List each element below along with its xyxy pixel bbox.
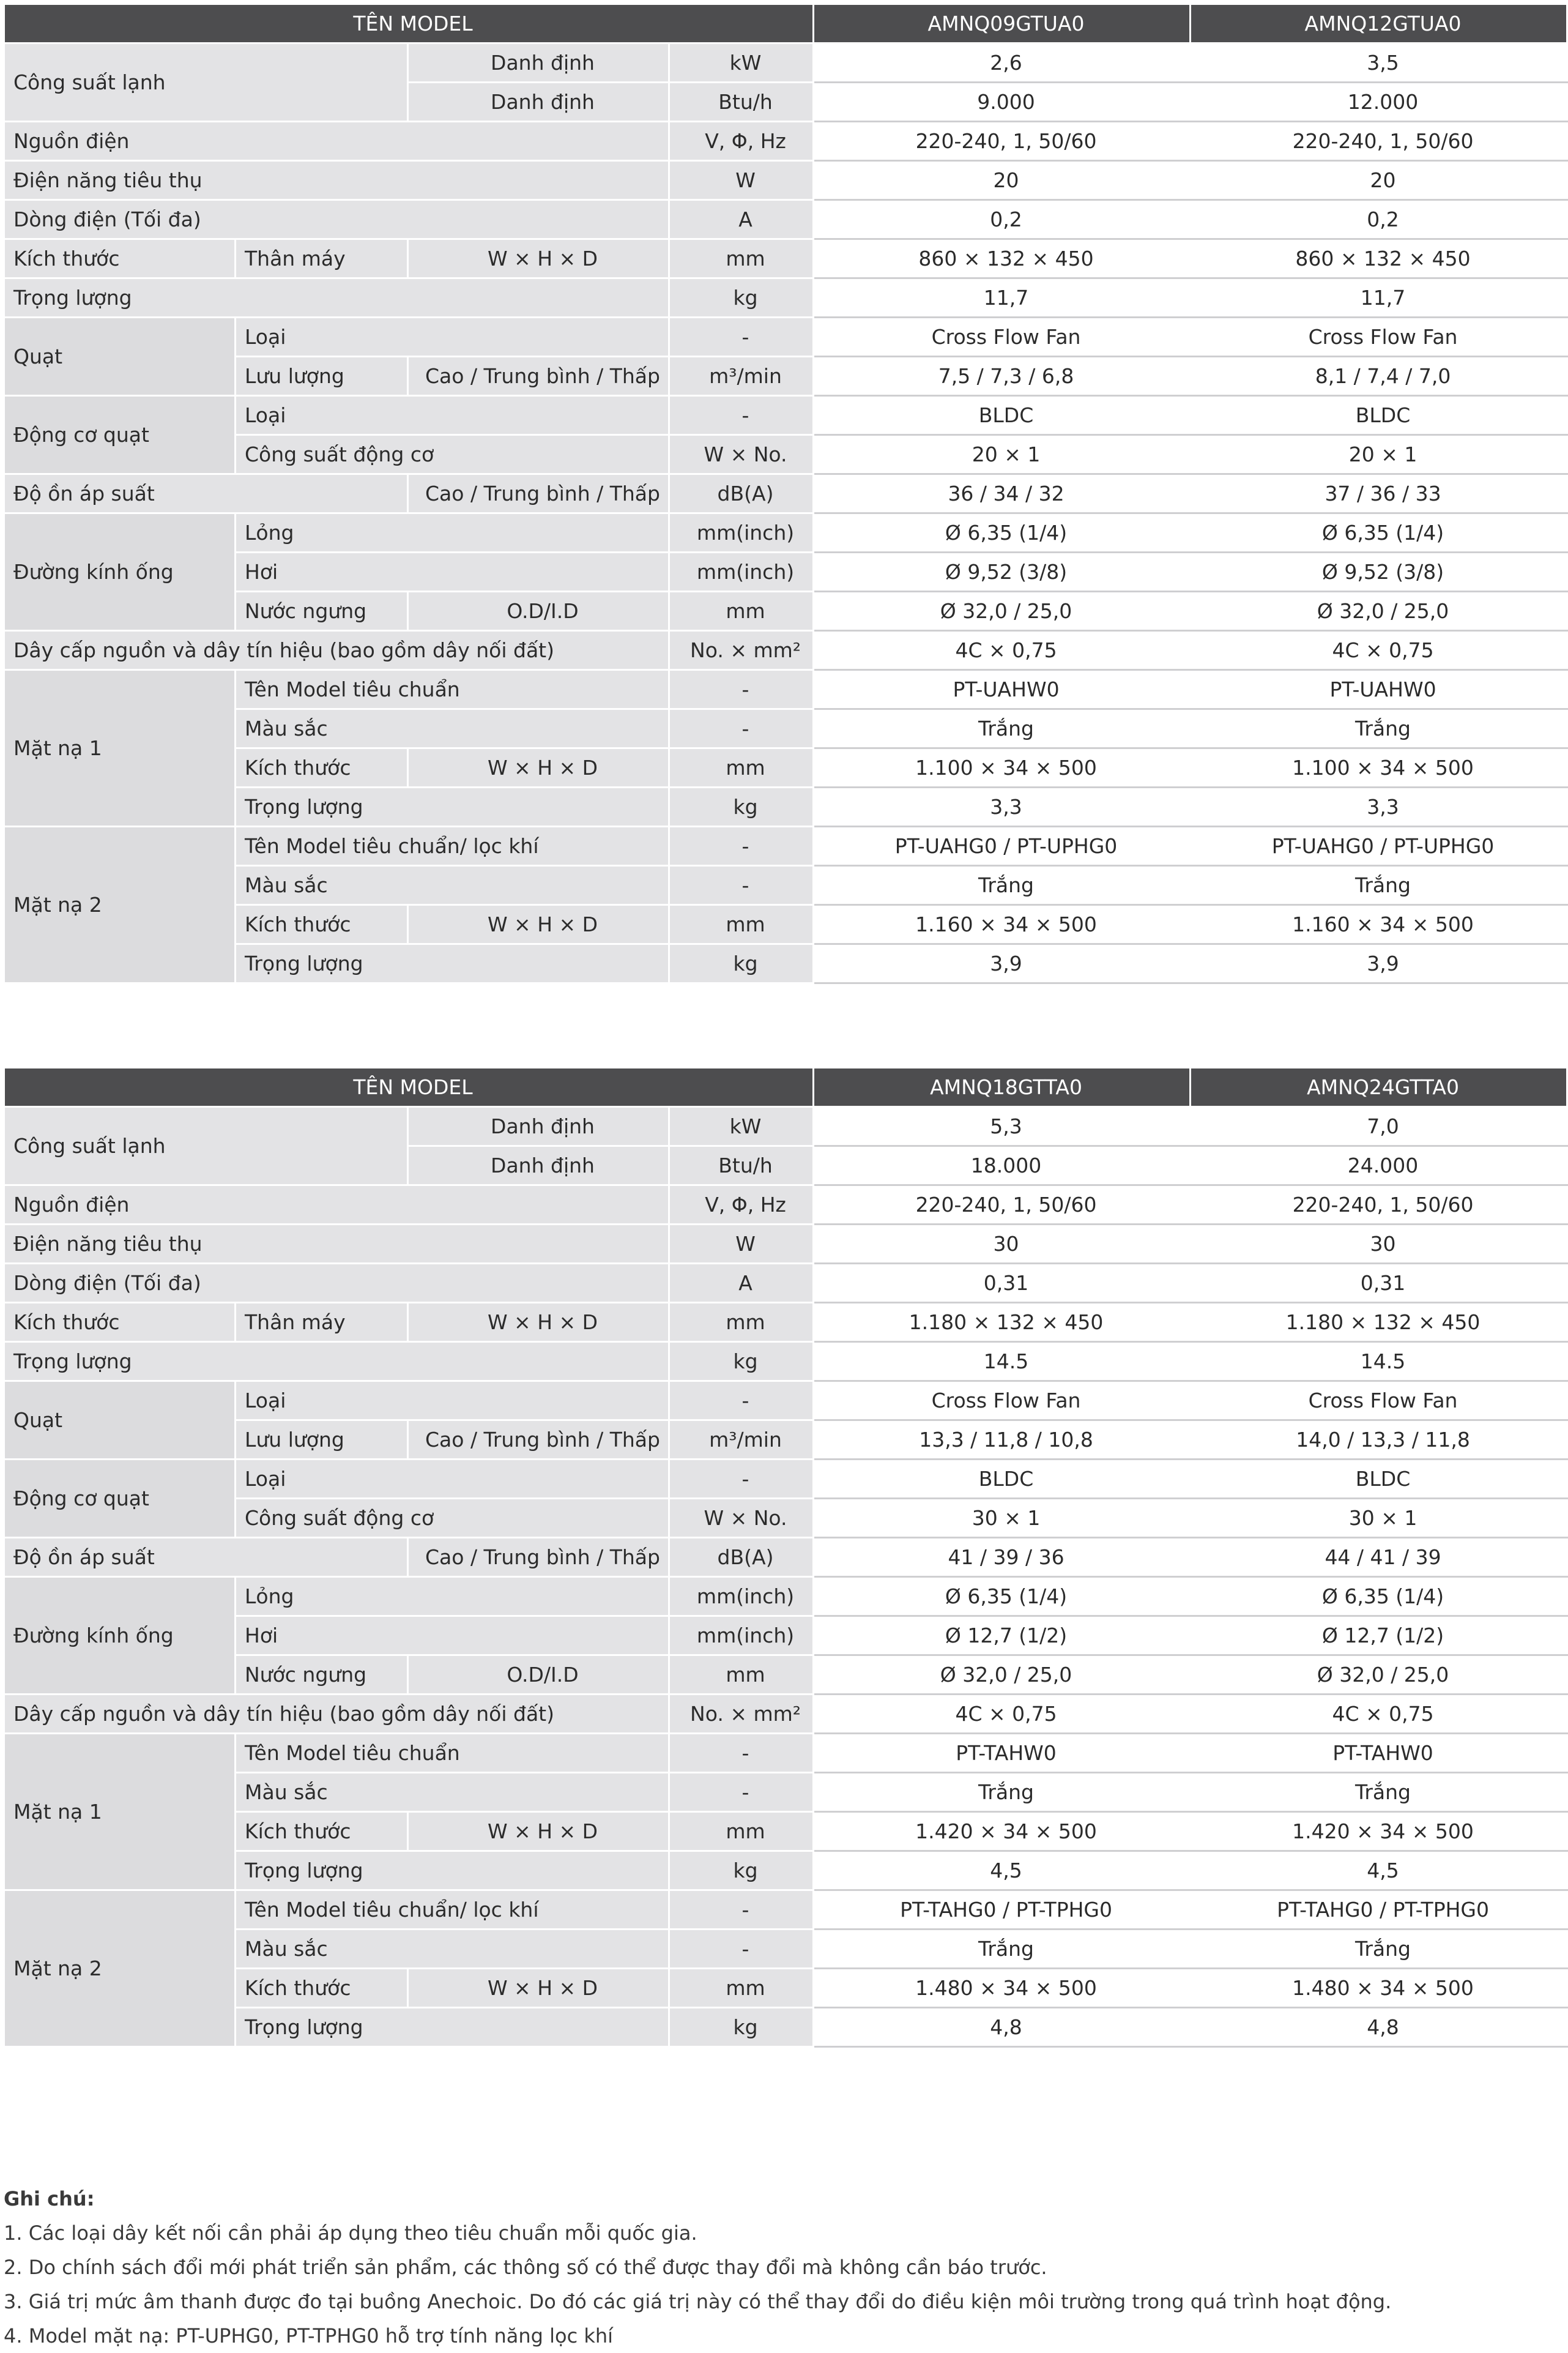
unit-cell: W × No. bbox=[669, 435, 814, 474]
unit-cell: kg bbox=[669, 278, 814, 318]
unit-cell: kg bbox=[669, 944, 814, 983]
spec-label: W × H × D bbox=[408, 905, 669, 944]
value-cell: 20 × 1 bbox=[814, 435, 1191, 474]
value-cell: 36 / 34 / 32 bbox=[814, 474, 1191, 513]
value-cell: 1.100 × 34 × 500 bbox=[1191, 748, 1567, 788]
unit-cell: W bbox=[669, 1225, 814, 1264]
spec-label: Cao / Trung bình / Thấp bbox=[408, 357, 669, 396]
sub-label: Công suất động cơ bbox=[236, 435, 669, 474]
value-cell: 14.5 bbox=[814, 1342, 1191, 1381]
unit-cell: - bbox=[669, 709, 814, 748]
row-label: Trọng lượng bbox=[4, 278, 669, 318]
value-cell: 4,8 bbox=[1191, 2008, 1567, 2047]
note-item: 4. Model mặt nạ: PT-UPHG0, PT-TPHG0 hỗ trợ tính năng lọc khí bbox=[4, 2324, 614, 2347]
value-cell: 1.420 × 34 × 500 bbox=[814, 1812, 1191, 1851]
value-cell: Ø 12,7 (1/2) bbox=[814, 1616, 1191, 1655]
value-cell: PT-TAHG0 / PT-TPHG0 bbox=[814, 1890, 1191, 1930]
value-cell: PT-UAHG0 / PT-UPHG0 bbox=[814, 827, 1191, 866]
value-cell: Ø 12,7 (1/2) bbox=[1191, 1616, 1567, 1655]
sub-label: Tên Model tiêu chuẩn/ lọc khí bbox=[236, 827, 669, 866]
value-cell: 14.5 bbox=[1191, 1342, 1567, 1381]
value-cell: Cross Flow Fan bbox=[1191, 1381, 1567, 1420]
value-cell: 1.160 × 34 × 500 bbox=[1191, 905, 1567, 944]
value-cell: PT-TAHW0 bbox=[1191, 1734, 1567, 1773]
group-label-panel-1: Mặt nạ 1 bbox=[4, 1734, 236, 1890]
value-cell: 1.480 × 34 × 500 bbox=[814, 1969, 1191, 2008]
value-cell: 4,5 bbox=[814, 1851, 1191, 1890]
unit-cell: mm(inch) bbox=[669, 1577, 814, 1616]
group-label-motor: Động cơ quạt bbox=[4, 396, 236, 474]
unit-cell: - bbox=[669, 318, 814, 357]
value-cell: 1.420 × 34 × 500 bbox=[1191, 1812, 1567, 1851]
rated-label: Danh định bbox=[408, 1146, 669, 1185]
spec-table bbox=[3, 1067, 1568, 2048]
group-label-panel-2: Mặt nạ 2 bbox=[4, 827, 236, 983]
sub-label: Tên Model tiêu chuẩn bbox=[236, 1734, 669, 1773]
value-cell: 4C × 0,75 bbox=[814, 1695, 1191, 1734]
unit-cell: mm bbox=[669, 1655, 814, 1695]
row-label: Nguồn điện bbox=[4, 122, 669, 161]
notes-title: Ghi chú: bbox=[4, 2187, 95, 2210]
group-label-motor: Động cơ quạt bbox=[4, 1460, 236, 1538]
value-cell: 20 × 1 bbox=[1191, 435, 1567, 474]
value-cell: 3,3 bbox=[814, 788, 1191, 827]
value-cell: Ø 6,35 (1/4) bbox=[814, 1577, 1191, 1616]
value-cell: 4,8 bbox=[814, 2008, 1191, 2047]
rated-label: Danh định bbox=[408, 83, 669, 122]
value-cell: Ø 32,0 / 25,0 bbox=[814, 592, 1191, 631]
value-cell: 11,7 bbox=[814, 278, 1191, 318]
unit-cell: No. × mm² bbox=[669, 631, 814, 670]
unit-cell: mm(inch) bbox=[669, 553, 814, 592]
unit-cell: mm bbox=[669, 748, 814, 788]
value-cell: 41 / 39 / 36 bbox=[814, 1538, 1191, 1577]
unit-cell: Btu/h bbox=[669, 1146, 814, 1185]
value-cell: PT-UAHW0 bbox=[1191, 670, 1567, 709]
unit-cell: kg bbox=[669, 2008, 814, 2047]
cooling-capacity-label: Công suất lạnh bbox=[4, 43, 408, 122]
value-cell: 30 bbox=[1191, 1225, 1567, 1264]
header-model-2: AMNQ24GTTA0 bbox=[1191, 1068, 1567, 1107]
header-model-1: AMNQ18GTTA0 bbox=[814, 1068, 1191, 1107]
sub-label: Kích thước bbox=[236, 748, 408, 788]
value-cell: PT-TAHG0 / PT-TPHG0 bbox=[1191, 1890, 1567, 1930]
unit-cell: - bbox=[669, 670, 814, 709]
value-cell: PT-UAHW0 bbox=[814, 670, 1191, 709]
row-label: Độ ồn áp suất bbox=[4, 474, 408, 513]
value-cell: 3,9 bbox=[1191, 944, 1567, 983]
unit-cell: mm bbox=[669, 592, 814, 631]
unit-cell: Btu/h bbox=[669, 83, 814, 122]
row-label: Điện năng tiêu thụ bbox=[4, 1225, 669, 1264]
cooling-capacity-label: Công suất lạnh bbox=[4, 1107, 408, 1185]
value-cell: 14,0 / 13,3 / 11,8 bbox=[1191, 1420, 1567, 1460]
sub-label: Trọng lượng bbox=[236, 788, 669, 827]
unit-cell: m³/min bbox=[669, 357, 814, 396]
unit-cell: - bbox=[669, 396, 814, 435]
unit-cell: No. × mm² bbox=[669, 1695, 814, 1734]
value-cell: Trắng bbox=[1191, 1930, 1567, 1969]
unit-cell: mm(inch) bbox=[669, 1616, 814, 1655]
row-label: Trọng lượng bbox=[4, 1342, 669, 1381]
value-cell: 4C × 0,75 bbox=[1191, 631, 1567, 670]
row-label: Dây cấp nguồn và dây tín hiệu (bao gồm dây nối đất) bbox=[4, 1695, 669, 1734]
sub-label: Tên Model tiêu chuẩn bbox=[236, 670, 669, 709]
sub-label: Tên Model tiêu chuẩn/ lọc khí bbox=[236, 1890, 669, 1930]
value-cell: 8,1 / 7,4 / 7,0 bbox=[1191, 357, 1567, 396]
value-cell: Trắng bbox=[814, 1773, 1191, 1812]
value-cell: Ø 6,35 (1/4) bbox=[1191, 513, 1567, 553]
value-cell: 1.180 × 132 × 450 bbox=[1191, 1303, 1567, 1342]
unit-cell: - bbox=[669, 1734, 814, 1773]
sub-label: Màu sắc bbox=[236, 709, 669, 748]
value-cell: 3,9 bbox=[814, 944, 1191, 983]
value-cell: 4,5 bbox=[1191, 1851, 1567, 1890]
value-cell: 37 / 36 / 33 bbox=[1191, 474, 1567, 513]
spec-table bbox=[3, 3, 1568, 984]
sub-label: Kích thước bbox=[236, 1812, 408, 1851]
value-cell: Cross Flow Fan bbox=[1191, 318, 1567, 357]
value-cell: Ø 6,35 (1/4) bbox=[1191, 1577, 1567, 1616]
sub-label: Màu sắc bbox=[236, 1773, 669, 1812]
unit-cell: W × No. bbox=[669, 1499, 814, 1538]
value-cell: 30 × 1 bbox=[814, 1499, 1191, 1538]
value-cell: BLDC bbox=[1191, 1460, 1567, 1499]
value-cell: Trắng bbox=[1191, 1773, 1567, 1812]
value-cell: BLDC bbox=[814, 396, 1191, 435]
group-label-fan: Quạt bbox=[4, 318, 236, 396]
sub-label: Loại bbox=[236, 318, 669, 357]
unit-cell: mm bbox=[669, 1303, 814, 1342]
unit-cell: - bbox=[669, 1930, 814, 1969]
spec-label: W × H × D bbox=[408, 748, 669, 788]
value-cell: PT-TAHW0 bbox=[814, 1734, 1191, 1773]
unit-cell: - bbox=[669, 827, 814, 866]
unit-cell: mm bbox=[669, 1969, 814, 2008]
row-label: Nguồn điện bbox=[4, 1185, 669, 1225]
unit-cell: W bbox=[669, 161, 814, 200]
value-cell: 0,31 bbox=[1191, 1264, 1567, 1303]
value-cell: 12.000 bbox=[1191, 83, 1567, 122]
sub-label: Lưu lượng bbox=[236, 357, 408, 396]
unit-cell: mm bbox=[669, 905, 814, 944]
value-cell: 20 bbox=[814, 161, 1191, 200]
unit-cell: A bbox=[669, 1264, 814, 1303]
value-cell: 860 × 132 × 450 bbox=[814, 239, 1191, 278]
unit-cell: A bbox=[669, 200, 814, 239]
value-cell: Ø 9,52 (3/8) bbox=[814, 553, 1191, 592]
value-cell: 24.000 bbox=[1191, 1146, 1567, 1185]
value-cell: 11,7 bbox=[1191, 278, 1567, 318]
spec-label: Cao / Trung bình / Thấp bbox=[408, 474, 669, 513]
sub-label: Hơi bbox=[236, 553, 669, 592]
sub-label: Trọng lượng bbox=[236, 1851, 669, 1890]
row-label: Dòng điện (Tối đa) bbox=[4, 200, 669, 239]
row-label: Điện năng tiêu thụ bbox=[4, 161, 669, 200]
value-cell: 1.480 × 34 × 500 bbox=[1191, 1969, 1567, 2008]
value-cell: Ø 6,35 (1/4) bbox=[814, 513, 1191, 553]
spec-label: W × H × D bbox=[408, 1969, 669, 2008]
value-cell: 2,6 bbox=[814, 43, 1191, 83]
value-cell: Ø 9,52 (3/8) bbox=[1191, 553, 1567, 592]
sub-label: Loại bbox=[236, 396, 669, 435]
sub-label: Kích thước bbox=[236, 1969, 408, 2008]
value-cell: 4C × 0,75 bbox=[1191, 1695, 1567, 1734]
value-cell: 860 × 132 × 450 bbox=[1191, 239, 1567, 278]
sub-label: Màu sắc bbox=[236, 866, 669, 905]
value-cell: 4C × 0,75 bbox=[814, 631, 1191, 670]
row-label: Độ ồn áp suất bbox=[4, 1538, 408, 1577]
value-cell: BLDC bbox=[814, 1460, 1191, 1499]
spec-label: W × H × D bbox=[408, 1303, 669, 1342]
row-label: Kích thước bbox=[4, 239, 236, 278]
notes-section bbox=[4, 2182, 1391, 2353]
sub-label: Màu sắc bbox=[236, 1930, 669, 1969]
unit-cell: dB(A) bbox=[669, 1538, 814, 1577]
value-cell: BLDC bbox=[1191, 396, 1567, 435]
value-cell: Trắng bbox=[814, 1930, 1191, 1969]
unit-cell: m³/min bbox=[669, 1420, 814, 1460]
row-label: Kích thước bbox=[4, 1303, 236, 1342]
value-cell: 3,5 bbox=[1191, 43, 1567, 83]
unit-cell: kg bbox=[669, 1342, 814, 1381]
row-label: Dòng điện (Tối đa) bbox=[4, 1264, 669, 1303]
spec-label: Cao / Trung bình / Thấp bbox=[408, 1420, 669, 1460]
spec-label: Cao / Trung bình / Thấp bbox=[408, 1538, 669, 1577]
value-cell: 18.000 bbox=[814, 1146, 1191, 1185]
value-cell: 7,0 bbox=[1191, 1107, 1567, 1146]
value-cell: 9.000 bbox=[814, 83, 1191, 122]
value-cell: 0,2 bbox=[814, 200, 1191, 239]
value-cell: Cross Flow Fan bbox=[814, 318, 1191, 357]
value-cell: 44 / 41 / 39 bbox=[1191, 1538, 1567, 1577]
rated-label: Danh định bbox=[408, 1107, 669, 1146]
group-label-pipe: Đường kính ống bbox=[4, 513, 236, 631]
header-model-name: TÊN MODEL bbox=[4, 4, 814, 43]
sub-label: Công suất động cơ bbox=[236, 1499, 669, 1538]
unit-cell: mm(inch) bbox=[669, 513, 814, 553]
value-cell: PT-UAHG0 / PT-UPHG0 bbox=[1191, 827, 1567, 866]
unit-cell: kW bbox=[669, 43, 814, 83]
value-cell: Trắng bbox=[1191, 709, 1567, 748]
value-cell: Trắng bbox=[814, 709, 1191, 748]
sub-label: Lỏng bbox=[236, 513, 669, 553]
group-label-fan: Quạt bbox=[4, 1381, 236, 1460]
value-cell: Trắng bbox=[1191, 866, 1567, 905]
unit-cell: mm bbox=[669, 239, 814, 278]
spec-label: W × H × D bbox=[408, 239, 669, 278]
sub-label: Lưu lượng bbox=[236, 1420, 408, 1460]
row-label: Dây cấp nguồn và dây tín hiệu (bao gồm dây nối đất) bbox=[4, 631, 669, 670]
unit-cell: kg bbox=[669, 788, 814, 827]
value-cell: 220-240, 1, 50/60 bbox=[814, 122, 1191, 161]
value-cell: 220-240, 1, 50/60 bbox=[1191, 122, 1567, 161]
unit-cell: V, Φ, Hz bbox=[669, 122, 814, 161]
unit-cell: - bbox=[669, 1890, 814, 1930]
unit-cell: kg bbox=[669, 1851, 814, 1890]
unit-cell: kW bbox=[669, 1107, 814, 1146]
value-cell: Ø 32,0 / 25,0 bbox=[1191, 1655, 1567, 1695]
value-cell: 0,31 bbox=[814, 1264, 1191, 1303]
unit-cell: - bbox=[669, 1773, 814, 1812]
value-cell: 20 bbox=[1191, 161, 1567, 200]
value-cell: 1.180 × 132 × 450 bbox=[814, 1303, 1191, 1342]
value-cell: Ø 32,0 / 25,0 bbox=[814, 1655, 1191, 1695]
sub-label: Loại bbox=[236, 1381, 669, 1420]
unit-cell: - bbox=[669, 1381, 814, 1420]
sub-label: Lỏng bbox=[236, 1577, 669, 1616]
value-cell: 1.100 × 34 × 500 bbox=[814, 748, 1191, 788]
sub-label: Thân máy bbox=[236, 239, 408, 278]
sub-label: Kích thước bbox=[236, 905, 408, 944]
value-cell: 30 × 1 bbox=[1191, 1499, 1567, 1538]
sub-label: Thân máy bbox=[236, 1303, 408, 1342]
group-label-panel-2: Mặt nạ 2 bbox=[4, 1890, 236, 2047]
spec-label: O.D/I.D bbox=[408, 1655, 669, 1695]
header-model-name: TÊN MODEL bbox=[4, 1068, 814, 1107]
spec-label: O.D/I.D bbox=[408, 592, 669, 631]
group-label-pipe: Đường kính ống bbox=[4, 1577, 236, 1695]
value-cell: 1.160 × 34 × 500 bbox=[814, 905, 1191, 944]
value-cell: 220-240, 1, 50/60 bbox=[814, 1185, 1191, 1225]
unit-cell: V, Φ, Hz bbox=[669, 1185, 814, 1225]
value-cell: 7,5 / 7,3 / 6,8 bbox=[814, 357, 1191, 396]
value-cell: Trắng bbox=[814, 866, 1191, 905]
note-item: 1. Các loại dây kết nối cần phải áp dụng theo tiêu chuẩn mỗi quốc gia. bbox=[4, 2221, 697, 2245]
value-cell: 0,2 bbox=[1191, 200, 1567, 239]
header-model-1: AMNQ09GTUA0 bbox=[814, 4, 1191, 43]
value-cell: 3,3 bbox=[1191, 788, 1567, 827]
note-item: 3. Giá trị mức âm thanh được đo tại buồng Anechoic. Do đó các giá trị này có thể thay đổi do điều kiện môi trường trong quá trình hoạt động. bbox=[4, 2290, 1392, 2313]
value-cell: 30 bbox=[814, 1225, 1191, 1264]
value-cell: 13,3 / 11,8 / 10,8 bbox=[814, 1420, 1191, 1460]
unit-cell: dB(A) bbox=[669, 474, 814, 513]
value-cell: Cross Flow Fan bbox=[814, 1381, 1191, 1420]
unit-cell: - bbox=[669, 1460, 814, 1499]
sub-label: Loại bbox=[236, 1460, 669, 1499]
sub-label: Nước ngưng bbox=[236, 1655, 408, 1695]
value-cell: 220-240, 1, 50/60 bbox=[1191, 1185, 1567, 1225]
sub-label: Hơi bbox=[236, 1616, 669, 1655]
sub-label: Trọng lượng bbox=[236, 944, 669, 983]
unit-cell: mm bbox=[669, 1812, 814, 1851]
value-cell: Ø 32,0 / 25,0 bbox=[1191, 592, 1567, 631]
note-item: 2. Do chính sách đổi mới phát triển sản phẩm, các thông số có thể được thay đổi mà không cần báo trước. bbox=[4, 2256, 1047, 2279]
rated-label: Danh định bbox=[408, 43, 669, 83]
unit-cell: - bbox=[669, 866, 814, 905]
sub-label: Trọng lượng bbox=[236, 2008, 669, 2047]
sub-label: Nước ngưng bbox=[236, 592, 408, 631]
value-cell: 5,3 bbox=[814, 1107, 1191, 1146]
header-model-2: AMNQ12GTUA0 bbox=[1191, 4, 1567, 43]
group-label-panel-1: Mặt nạ 1 bbox=[4, 670, 236, 827]
spec-label: W × H × D bbox=[408, 1812, 669, 1851]
